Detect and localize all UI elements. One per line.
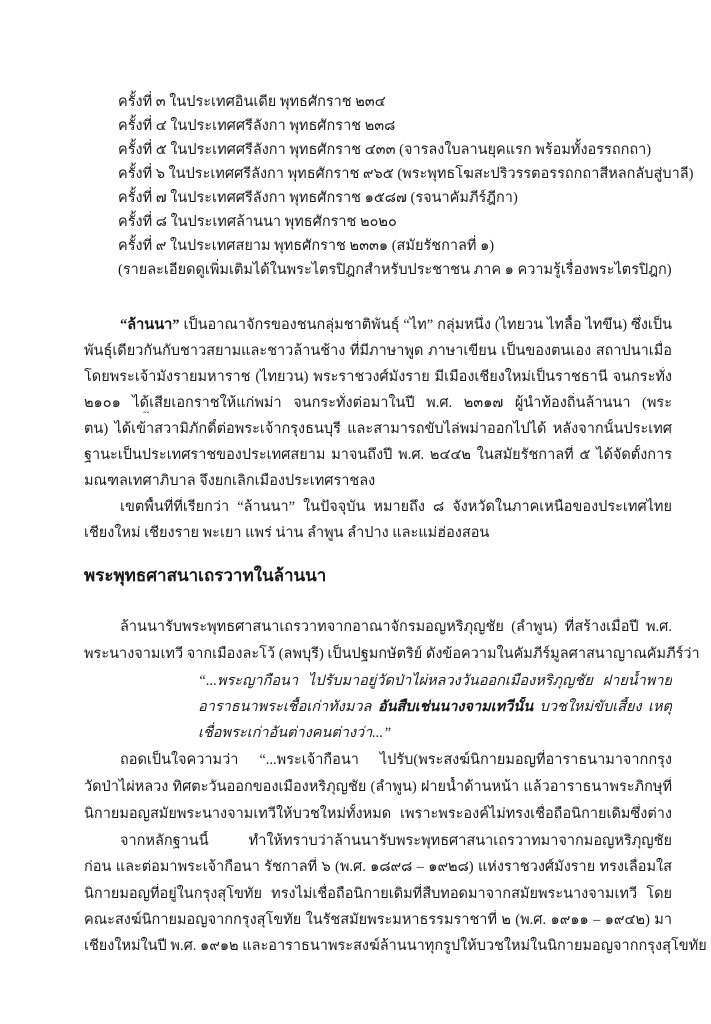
paragraph-line: คณะสงฆ์นิกายมอญจากกรุงสุโขทัย ในรัชสมัยพระมหาธรรมราชาที่ ๒ (พ.ศ. ๑๙๑๑ – ๑๙๔๒) มา [84,912,672,928]
text: บวชใหม่ขับเสี้ยง เหตุ [539,699,672,715]
paragraph-line: วัดป่าไผ่หลวง ทิศตะวันออกของเมืองหริภุญชัย (ลำพูน) ฝายน้ำด้านหน้า แล้วอาราธนาพระภิกษุที่ [84,779,672,795]
paragraph-line: ๒๑๐๑ ได้เสียเอกราชให้แก่พม่า จนกระทั่งต่อมาในปี พ.ศ. ๒๓๑๗ ผู้นำท้องถิ่นล้านนา (พระ [84,395,672,411]
list-item: (รายละเอียดดูเพิ่มเติมได้ในพระไตรปิฎกสำหรับประชาชน ภาค ๑ ความรู้เรื่องพระไตรปิฎก) [118,262,672,278]
paragraph-line: เขตพื้นที่ที่เรียกว่า “ล้านนา” ในปัจจุบัน หมายถึง ๘ จังหวัดในภาคเหนือของประเทศไทย [120,499,672,515]
paragraph-line: ฐานะเป็นประเทศราชของประเทศสยาม มาจนถึงปี พ.ศ. ๒๔๔๒ ในสมัยรัชกาลที่ ๕ ได้จัดตั้งการ [84,447,672,463]
paragraph-line: เชียงใหม่ในปี พ.ศ. ๑๙๑๒ และอาราธนาพระสงฆ์ล้านนาทุกรูปให้บวชใหม่ในนิกายมอญจากกรุงสุโขทัย [84,938,707,954]
paragraph-line: พระนางจามเทวี จากเมืองละโว้ (ลพบุรี) เป็นปฐมกษัตริย์ ดังข้อความในคัมภีร์มูลศาสนาญาณคัมภีร์ว่า [84,646,700,662]
text: เป็นอาณาจักรของชนกลุ่มชาติพันธุ์ “ไท” กลุ่มหนึ่ง (ไทยวน ไทลื้อ ไทขึน) ซึ่งเป็น [183,317,672,333]
quote-line: เชื่อพระเก่าอันต่างคนต่างว่า...” [198,725,392,741]
paragraph-line: ก่อน และต่อมาพระเจ้ากือนา รัชกาลที่ ๖ (พ.ศ. ๑๘๙๘ – ๑๙๒๘) แห่งราชวงศ์มังราย ทรงเลื่อมใส [84,859,672,875]
paragraph-line: นิกายมอญสมัยพระนางจามเทวีให้บวชใหม่ทั้งหมด เพราะพระองค์ไม่ทรงเชื่อถือนิกายเดิมซึ่งต่าง [84,806,672,822]
paragraph-line: ตน) ได้เข้าสวามิภักดิ์ต่อพระเจ้ากรุงธนบุรี และสามารถขับไล่พม่าออกไปได้ หลังจากนั้นประเทศ [84,421,672,437]
paragraph-line: พันธุ์เดียวกันกับชาวสยามและชาวล้านช้าง ที่มีภาษาพูด ภาษาเขียน เป็นของตนเอง สถาปนาเมื่อ [84,343,672,359]
paragraph-line: นิกายมอญที่อยู่ในกรุงสุโขทัย ทรงไม่เชื่อถือนิกายเดิมที่สืบทอดมาจากสมัยพระนางจามเทวี โดย [84,886,672,902]
paragraph-line: ถอดเป็นใจความว่า “...พระเจ้ากือนา ไปรับ(พระสงฆ์นิกายมอญที่อาราธนามาจากกรุง [120,752,672,768]
list-item: ครั้งที่ ๔ ในประเทศศรีลังกา พุทธศักราช ๒๓๘ [118,118,396,134]
paragraph-line: เชียงใหม่ เชียงราย พะเยา แพร่ น่าน ลำพูน ลำปาง และแม่ฮ่องสอน [84,525,490,541]
quote-line: “...พระญากือนา ไปรับมาอยู่วัดป่าไผ่หลวงวันออกเมืองหริภุญชัย ฝายน้ำพาย [198,673,672,689]
quote-emphasis: อันสืบเช่นนางจามเทวีนั้น [377,699,534,715]
paragraph-line: จากหลักฐานนี้ ทำให้ทราบว่าล้านนารับพระพุทธศาสนาเถรวาทมาจากมอญหริภุญชัย [120,833,672,849]
section-heading: พระพุทธศาสนาเถรวาทในล้านนา [84,566,327,585]
lanna-term: “ล้านนา” [120,317,180,333]
list-item: ครั้งที่ ๓ ในประเทศอินเดีย พุทธศักราช ๒๓๔ [118,94,386,110]
paragraph-line [120,315,672,335]
list-item: ครั้งที่ ๖ ในประเทศศรีลังกา พุทธศักราช ๙๖๕ (พระพุทธโฆสะปริวรรตอรรถกถาสีหลกลับสู่บาลี) [118,166,694,182]
list-item: ครั้งที่ ๕ ในประเทศศรีลังกา พุทธศักราช ๔๓๓ (จารลงใบลานยุคแรก พร้อมทั้งอรรถกถา) [118,142,652,158]
text: อาราธนาพระเชื้อเก่าทังมวล [198,699,378,715]
paragraph-line: โดยพระเจ้ามังรายมหาราช (ไทยวน) พระราชวงศ์มังราย มีเมืองเชียงใหม่เป็นราชธานี จนกระทั่ง [84,369,672,385]
paragraph-line: ล้านนารับพระพุทธศาสนาเถรวาทจากอาณาจักรมอญหริภุญชัย (ลำพูน) ที่สร้างเมื่อปี พ.ศ. [120,619,672,635]
paragraph-line: มณฑลเทศาภิบาล จึงยกเลิกเมืองประเทศราชลง [84,473,376,489]
quote-line [198,697,672,717]
list-item: ครั้งที่ ๗ ในประเทศศรีลังกา พุทธศักราช ๑๕๘๗ (รจนาคัมภีร์ฎีกา) [118,190,518,206]
list-item: ครั้งที่ ๙ ในประเทศสยาม พุทธศักราช ๒๓๓๑ (สมัยรัชกาลที่ ๑) [118,238,495,254]
list-item: ครั้งที่ ๘ ในประเทศล้านนา พุทธศักราช ๒๐๒๐ [118,214,397,230]
